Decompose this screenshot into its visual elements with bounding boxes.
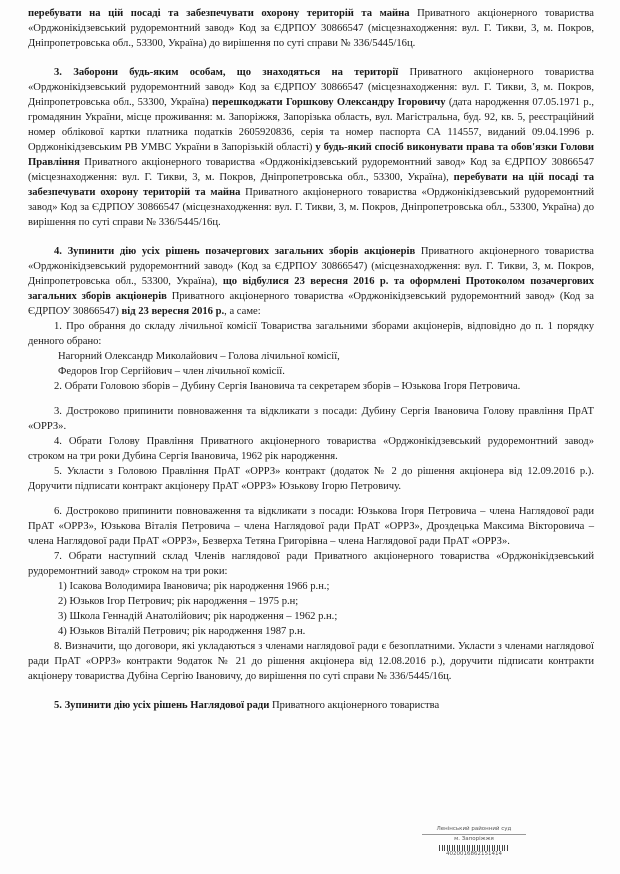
list-item: 3. Достроково припинити повноваження та відкликати з посади: Дубину Сергія Івановича Голову правління ПрАТ «ОРРЗ».	[28, 406, 594, 432]
paragraph-text: Приватного акціонерного товариства «Орджонікідзевський рудоремонтний завод» Код за ЄДРПОУ 30866547 (місцезнаходження: вул. Г. Тикви, 3, м. Покров, Дніпропетровська обл., 53300, Україна) до вирішення по суті справи № 336/5445/16ц.	[28, 187, 594, 228]
list-item: 7. Обрати наступний склад Членів наглядової ради Приватного акціонерного товариства «Орджонікідзевський рудоремонтний завод» строком на три роки:	[28, 551, 594, 577]
bold-phrase: від 23 вересня 2016 р.	[121, 306, 225, 317]
paragraph-text: Приватного акціонерного товариства «Орджонікідзевський рудоремонтний завод» (Код за ЄДРПОУ 30866547) (місцезнаходження: вул. Г. Тикви, 3, м. Покров, Дніпропетровська обл., 53300, Україна),	[28, 246, 594, 287]
paragraph-text: Приватного акціонерного товариства	[269, 700, 440, 711]
court-stamp	[418, 826, 530, 870]
list-item: 2. Обрати Головою зборів – Дубину Сергія Івановича та секретарем зборів – Юзькова Ігоря Петровича.	[54, 381, 521, 392]
paragraph-text: (дата народження 07.05.1971 р., громадянин України, місце проживання: м. Запоріжжя, Запорізька область, вул. Магістральна, буд. 92, кв. 5, реєстраційний номер облікової картки платника податків 2605920836, серія та номер паспорта СА 114557, виданий 09.04.1996 р. Орджонікідзевським РВ УМВС України в Запорізькій області)	[28, 97, 595, 153]
list-item: 1) Ісакова Володимира Івановича; рік народження 1966 р.н.;	[58, 581, 330, 592]
paragraph-text: Приватного акціонерного товариства «Орджонікідзевський рудоремонтний завод» Код за ЄДРПОУ 30866547 (місцезнаходження: вул. Г. Тикви, 3, м. Покров, Дніпропетровська обл., 53300, Україна)	[28, 67, 595, 108]
list-item: 2) Юзьков Ігор Петрович; рік народження – 1975 р.н;	[58, 596, 299, 607]
list-item: 3) Школа Геннадій Анатолійович; рік народження – 1962 р.н.;	[58, 611, 338, 622]
stamp-line: Ленінський районний суд	[436, 826, 512, 832]
list-item: 4) Юзьков Віталій Петрович; рік народження 1987 р.н.	[58, 626, 306, 637]
stamp-code: 4020016862151414	[446, 851, 502, 857]
bold-phrase: 5. Зупинити дію усіх рішень Наглядової ради	[54, 700, 270, 711]
paragraph-4	[28, 244, 594, 319]
paragraph-text: , а саме:	[224, 306, 261, 317]
paragraph-3	[28, 65, 594, 230]
paragraph-text: Приватного акціонерного товариства «Орджонікідзевський рудоремонтний завод» Код за ЄДРПОУ 30866547 (місцезнаходження: вул. Г. Тикви, 3, м. Покров, Дніпропетровська обл., 53300, Україна),	[28, 157, 594, 183]
paragraph-5	[28, 698, 594, 713]
document-body	[28, 6, 594, 713]
list-item: Федоров Ігор Сергійович – член лічильної комісії.	[58, 366, 285, 377]
list-item: 4. Обрати Голову Правління Приватного акціонерного товариства «Орджонікідзевський рудоремонтний завод» строком на три роки Дубина Сергія Івановича, 1962 рік народження.	[28, 436, 594, 462]
bold-phrase: 4. Зупинити дію усіх рішень позачергових загальних зборів акціонерів	[54, 246, 416, 257]
paragraph-text: Приватного акціонерного товариства «Орджонікідзевський рудоремонтний завод» (Код за ЄДРПОУ 30866547)	[28, 291, 594, 317]
paragraph-text: Приватного акціонерного товариства «Орджонікідзевський рудоремонтний завод» Код за ЄДРПОУ 30866547 (місцезнаходження: вул. Г. Тикви, 3, м. Покров, Дніпропетровська обл., 53300, Україна) до вирішення по суті справи № 336/5445/16ц.	[28, 8, 594, 49]
bold-phrase: що відбулися 23 вересня 2016 р. та оформлені Протоколом позачергових загальних зборів акціонерів	[28, 276, 594, 302]
bold-phrase: перешкоджати Горшкову Олександру Ігоровичу	[211, 97, 446, 108]
list-item: Нагорний Олександр Миколайович – Голова лічильної комісії,	[58, 351, 340, 362]
list-item: 5. Укласти з Головою Правління ПрАТ «ОРРЗ» контракт (додаток № 2 до рішення акціонера від 12.09.2016 р.). Доручити підписати контракт акціонеру ПрАТ «ОРРЗ» Юзькову Ігорю Петровичу.	[28, 466, 594, 492]
bold-phrase: перебувати на цій посаді та забезпечувати охорону територій та майна	[28, 8, 410, 19]
paragraph-continuation	[28, 6, 594, 51]
bold-phrase: перебувати на цій посаді та забезпечувати охорону територій та майна	[28, 172, 594, 198]
list-item: 1. Про обрання до складу лічильної комісії Товариства загальними зборами акціонерів, відповідно до п. 1 порядку денного обрано:	[28, 321, 594, 347]
stamp-line: м. Запоріжжя	[454, 836, 494, 842]
bold-phrase: у будь-який спосіб виконувати права та обов'язки Голови Правління	[28, 142, 595, 168]
bold-phrase: 3. Заборони будь-яким особам, що знаходяться на території	[54, 67, 399, 78]
list-item: 8. Визначити, що договори, які укладаються з членами наглядової ради є безоплатними. Укласти з членами наглядової ради ПрАТ «ОРРЗ» контракти 9одаток № 21 до рішення акціонера від 12.08.2016 р.), доручити підписати контракти акціонеру товариства Дубіна Сергію Івановичу, до вирішення по суті справи № 336/5445/16ц.	[28, 641, 594, 682]
list-item: 6. Достроково припинити повноваження та відкликати з посади: Юзькова Ігоря Петровича – члена Наглядової ради ПрАТ «ОРРЗ», Юзькова Віталія Петровича – члена Наглядової ради ПрАТ «ОРРЗ», Дроздецька Максима Вікторовича – члена Наглядової ради ПрАТ «ОРРЗ», Безверха Тетяна Григорівна – члена Наглядової ради ПрАТ «ОРРЗ».	[28, 506, 594, 547]
